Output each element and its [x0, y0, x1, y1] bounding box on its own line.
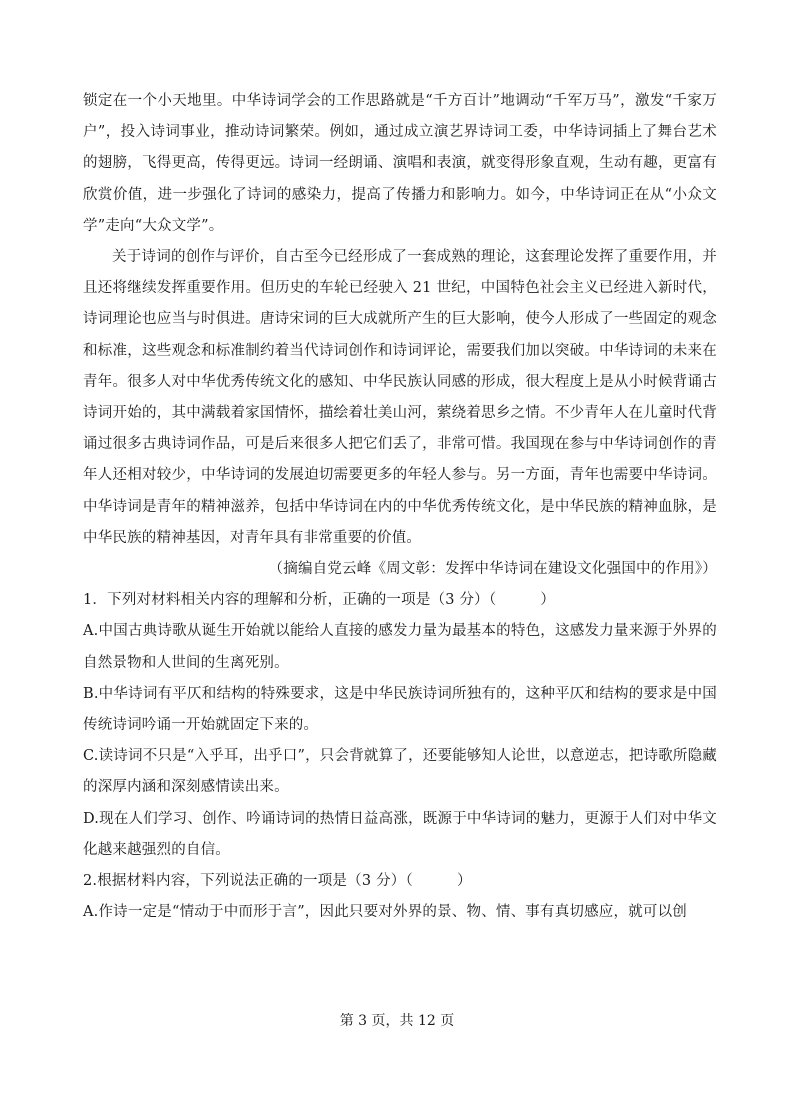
question-2: [83, 866, 717, 928]
question-1-option-d: D.现在人们学习、创作、吟诵诗词的热情日益高涨，既源于中华诗词的魅力，更源于人们对中华文化越来越强烈的自信。: [83, 810, 717, 858]
question-2-option-a: A.作诗一定是“情动于中而形于言”，因此只要对外界的景、物、情、事有真切感应，就可以创: [83, 904, 688, 921]
question-1-stem: 1．下列对材料相关内容的理解和分析，正确的一项是（3 分）（ ）: [83, 592, 556, 609]
page-footer: 第 3 页，共 12 页: [339, 1013, 455, 1029]
question-1-option-a: A.中国古典诗歌从诞生开始就以能给人直接的感发力量为最基本的特色，这感发力量来源于外界的自然景物和人世间的生离死别。: [83, 623, 717, 671]
passage-paragraph-2: 关于诗词的创作与评价，自古至今已经形成了一套成熟的理论，这套理论发挥了重要作用，并且还将继续发挥重要作用。但历史的车轮已经驶入 21 世纪，中国特色社会主义已经进入新时代，诗词理论也应当与时俱进。唐诗宋词的巨大成就所产生的巨大影响，使今人形成了一些固定的观念和标准，这些观念和标准制约着当代诗词创作和诗词评论，需要我们加以突破。中华诗词的未来在青年。很多人对中华优秀传统文化的感知、中华民族认同感的形成，很大程度上是从小时候背诵古诗词开始的，其中满载着家国情怀，描绘着壮美山河，萦绕着思乡之情。不少青年人在儿童时代背诵过很多古典诗词作品，可是后来很多人把它们丢了，非常可惜。我国现在参与中华诗词创作的青年人还相对较少，中华诗词的发展迫切需要更多的年轻人参与。另一方面，青年也需要中华诗词。中华诗词是青年的精神滋养，包括中华诗词在内的中华优秀传统文化，是中华民族的精神血脉，是中华民族的精神基因，对青年具有非常重要的价值。: [83, 249, 717, 546]
question-1-option-c: C.读诗词不只是“入乎耳，出乎口”，只会背就算了，还要能够知人论世，以意逆志，把诗歌所隐藏的深厚内涵和深刻感情读出来。: [83, 748, 717, 796]
passage-paragraph-1: 锁定在一个小天地里。中华诗词学会的工作思路就是“千方百计”地调动“千军万马”，激发“千家万户”，投入诗词事业，推动诗词繁荣。例如，通过成立演艺界诗词工委，中华诗词插上了舞台艺术的翅膀，飞得更高，传得更远。诗词一经朗诵、演唱和表演，就变得形象直观，生动有趣，更富有欣赏价值，进一步强化了诗词的感染力，提高了传播力和影响力。如今，中华诗词正在从“小众文学”走向“大众文学”。: [83, 93, 717, 234]
question-1: [83, 585, 717, 866]
question-1-option-b: B.中华诗词有平仄和结构的特殊要求，这是中华民族诗词所独有的，这种平仄和结构的要求是中国传统诗词吟诵一开始就固定下来的。: [83, 685, 717, 734]
page-content: [83, 86, 717, 928]
question-2-stem: 2.根据材料内容，下列说法正确的一项是（3 分）（ ）: [83, 873, 472, 890]
passage-source: （摘编自党云峰《周文彰：发挥中华诗词在建设文化强国中的作用》）: [268, 561, 717, 578]
